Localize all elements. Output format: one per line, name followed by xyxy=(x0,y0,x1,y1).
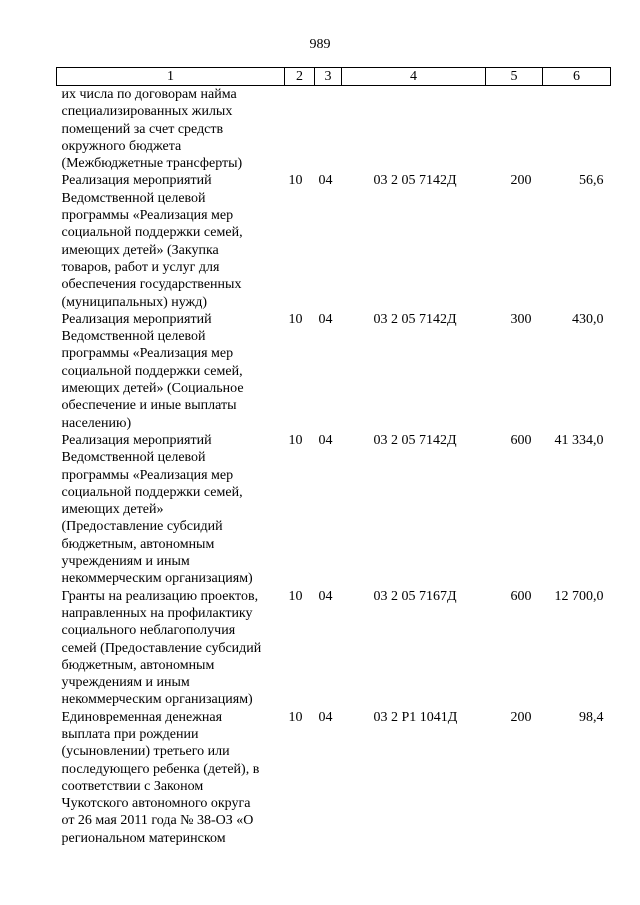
header-row xyxy=(57,68,611,86)
table-row xyxy=(57,311,611,432)
row-amount: 41 334,0 xyxy=(554,432,604,448)
row-subsection: 04 xyxy=(318,173,333,189)
table-body xyxy=(57,86,611,848)
row-section: 10 xyxy=(288,173,303,189)
row-subsection: 04 xyxy=(318,588,333,604)
row-amount: 430,0 xyxy=(572,311,604,327)
row-section: 10 xyxy=(288,432,303,448)
table-row xyxy=(57,172,611,310)
row-subsection: 04 xyxy=(318,709,333,725)
row-type: 600 xyxy=(510,588,532,604)
row-code xyxy=(342,86,486,173)
row-name: Единовременная денежная выплата при рождении (усыновлении) третьего или последующего ребенка (детей), в соответствии с Законом Чукотского автономного округа от 26 мая 2011 года № 38-ОЗ «О региональном материнском xyxy=(61,709,260,846)
header-col-3: 3 xyxy=(315,68,342,86)
row-code: 03 2 05 7167Д xyxy=(373,588,457,604)
row-name: Реализация мероприятий Ведомственной целевой программы «Реализация мер социальной поддержки семей, имеющих детей» (Закупка товаров, работ и услуг для обеспечения государственных (муниципальных) нужд) xyxy=(61,173,243,310)
row-type: 600 xyxy=(510,432,532,448)
row-name: Реализация мероприятий Ведомственной целевой программы «Реализация мер социальной поддержки семей, имеющих детей» (Социальное обеспечение и иные выплаты населению) xyxy=(61,311,244,431)
row-section: 10 xyxy=(288,709,303,725)
row-type: 200 xyxy=(510,173,532,189)
row-section xyxy=(285,86,315,173)
row-name: их числа по договорам найма специализированных жилых помещений за счет средств окружного бюджета (Межбюджетные трансферты) xyxy=(61,87,243,172)
row-amount: 56,6 xyxy=(579,173,604,189)
table-row xyxy=(57,432,611,588)
row-code: 03 2 05 7142Д xyxy=(373,311,457,327)
row-code: 03 2 Р1 1041Д xyxy=(373,709,458,725)
row-code: 03 2 05 7142Д xyxy=(373,173,457,189)
header-col-1: 1 xyxy=(57,68,285,86)
row-amount: 98,4 xyxy=(579,709,604,725)
table-row xyxy=(57,709,611,847)
row-subsection: 04 xyxy=(318,432,333,448)
row-name: Гранты на реализацию проектов, направленных на профилактику социального неблагополучия семей (Предоставление субсидий бюджетным, автономным учреждениям и иным некоммерческим организациям) xyxy=(61,588,262,708)
budget-table xyxy=(56,67,611,847)
table-row xyxy=(57,588,611,709)
header-col-6: 6 xyxy=(543,68,611,86)
row-type: 200 xyxy=(510,709,532,725)
row-subsection xyxy=(315,86,342,173)
row-type xyxy=(486,86,543,173)
row-amount: 12 700,0 xyxy=(554,588,604,604)
row-code: 03 2 05 7142Д xyxy=(373,432,457,448)
row-name: Реализация мероприятий Ведомственной целевой программы «Реализация мер социальной поддержки семей, имеющих детей» (Предоставление субсидий бюджетным, автономным учреждениям и иным некоммерческим организациям) xyxy=(61,432,253,587)
row-amount xyxy=(543,86,611,173)
row-subsection: 04 xyxy=(318,311,333,327)
table-row xyxy=(57,86,611,173)
header-col-5: 5 xyxy=(486,68,543,86)
row-section: 10 xyxy=(288,588,303,604)
header-col-2: 2 xyxy=(285,68,315,86)
table-header xyxy=(57,68,611,86)
row-type: 300 xyxy=(510,311,532,327)
header-col-4: 4 xyxy=(342,68,486,86)
row-section: 10 xyxy=(288,311,303,327)
page-number: 989 xyxy=(309,37,331,52)
